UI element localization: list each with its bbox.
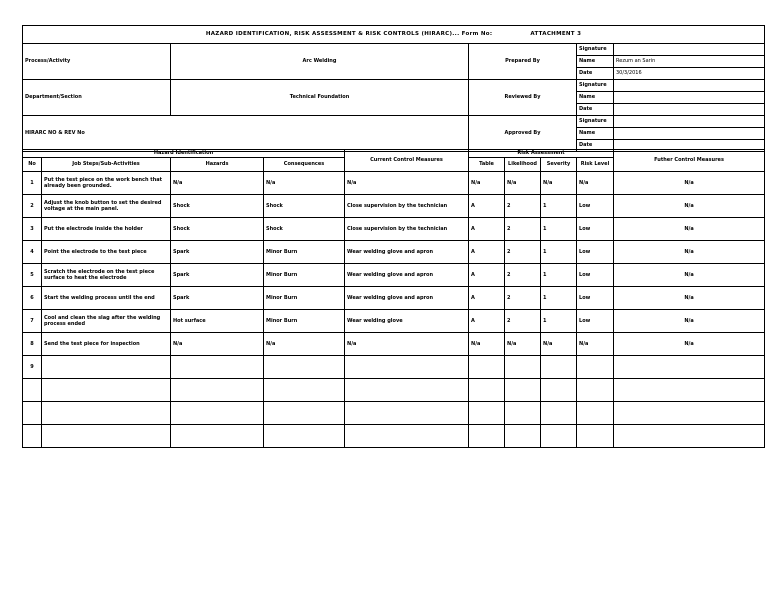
severity <box>541 425 577 448</box>
consequence: N/a <box>264 172 345 195</box>
likelihood: 2 <box>505 218 541 241</box>
group-risk-assessment: Risk Assessment <box>469 150 614 158</box>
table-row <box>23 402 765 425</box>
row-number: 5 <box>23 264 42 287</box>
consequence: N/a <box>264 333 345 356</box>
further-control: N/a <box>614 172 765 195</box>
prepared-by-label: Prepared By <box>469 44 577 80</box>
table-value: A <box>469 310 505 333</box>
control-measure: Wear welding glove <box>345 310 469 333</box>
risk-level: Low <box>577 195 614 218</box>
severity: 1 <box>541 195 577 218</box>
severity: 1 <box>541 241 577 264</box>
consequence: Shock <box>264 195 345 218</box>
department-value: Technical Foundation <box>171 80 469 116</box>
table-value <box>469 425 505 448</box>
severity <box>541 402 577 425</box>
col-consequences: Consequences <box>264 158 345 172</box>
reviewed-signature <box>614 80 765 92</box>
risk-level: Low <box>577 218 614 241</box>
likelihood: N/a <box>505 333 541 356</box>
approved-name <box>614 128 765 140</box>
severity: 1 <box>541 310 577 333</box>
further-control: N/a <box>614 195 765 218</box>
prepared-signature <box>614 44 765 56</box>
control-measure <box>345 425 469 448</box>
consequence <box>264 425 345 448</box>
table-row <box>23 310 765 333</box>
table-row <box>23 195 765 218</box>
col-job-steps: Job Steps/Sub-Activities <box>42 158 171 172</box>
severity: 1 <box>541 264 577 287</box>
row-number <box>23 425 42 448</box>
table-row <box>23 241 765 264</box>
consequence <box>264 356 345 379</box>
job-step: Put the electrode inside the holder <box>42 218 171 241</box>
col-current-controls: Current Control Measures <box>345 150 469 172</box>
likelihood <box>505 356 541 379</box>
risk-level: Low <box>577 287 614 310</box>
col-hazards: Hazards <box>171 158 264 172</box>
control-measure: Close supervision by the technician <box>345 195 469 218</box>
row-number: 7 <box>23 310 42 333</box>
control-measure <box>345 402 469 425</box>
job-step: Send the test piece for inspection <box>42 333 171 356</box>
prepared-name: Rezum an Sarin <box>614 56 765 68</box>
control-measure: Wear welding glove and apron <box>345 287 469 310</box>
row-number: 8 <box>23 333 42 356</box>
risk-table <box>22 149 765 448</box>
control-measure: Wear welding glove and apron <box>345 264 469 287</box>
date-label: Date <box>577 140 614 152</box>
prepared-date: 30/3/2016 <box>614 68 765 80</box>
hazard: Shock <box>171 195 264 218</box>
control-measure: N/a <box>345 333 469 356</box>
row-number: 2 <box>23 195 42 218</box>
table-value: A <box>469 218 505 241</box>
table-row <box>23 356 765 379</box>
likelihood: 2 <box>505 287 541 310</box>
date-label: Date <box>577 104 614 116</box>
control-measure: Wear welding glove and apron <box>345 241 469 264</box>
further-control: N/a <box>614 287 765 310</box>
table-value <box>469 356 505 379</box>
table-row <box>23 333 765 356</box>
likelihood: 2 <box>505 264 541 287</box>
consequence <box>264 379 345 402</box>
consequence: Minor Burn <box>264 310 345 333</box>
risk-level: Low <box>577 264 614 287</box>
further-control <box>614 356 765 379</box>
table-value: A <box>469 264 505 287</box>
table-row <box>23 218 765 241</box>
control-measure: Close supervision by the technician <box>345 218 469 241</box>
likelihood <box>505 425 541 448</box>
job-step <box>42 379 171 402</box>
hazard: Spark <box>171 241 264 264</box>
control-measure <box>345 356 469 379</box>
consequence: Minor Burn <box>264 264 345 287</box>
further-control: N/a <box>614 310 765 333</box>
job-step: Put the test piece on the work bench that already been grounded. <box>42 172 171 195</box>
table-value: N/a <box>469 333 505 356</box>
severity: 1 <box>541 287 577 310</box>
hazard: Spark <box>171 287 264 310</box>
severity <box>541 379 577 402</box>
signature-label: Signature <box>577 44 614 56</box>
consequence <box>264 402 345 425</box>
table-value <box>469 379 505 402</box>
col-table: Table <box>469 158 505 172</box>
hirarc-label: HIRARC NO & REV No <box>23 116 469 152</box>
likelihood <box>505 379 541 402</box>
process-label: Process/Activity <box>23 44 171 80</box>
likelihood <box>505 402 541 425</box>
name-label: Name <box>577 92 614 104</box>
severity <box>541 356 577 379</box>
table-row <box>23 425 765 448</box>
row-number <box>23 379 42 402</box>
hazard <box>171 425 264 448</box>
form-title-main: HAZARD IDENTIFICATION, RISK ASSESSMENT & RISK CONTROLS (HIRARC)... Form No: <box>205 31 493 38</box>
consequence: Minor Burn <box>264 287 345 310</box>
hazard: Shock <box>171 218 264 241</box>
row-number: 9 <box>23 356 42 379</box>
signature-label: Signature <box>577 80 614 92</box>
hazard <box>171 379 264 402</box>
table-value: A <box>469 195 505 218</box>
further-control: N/a <box>614 241 765 264</box>
signature-label: Signature <box>577 116 614 128</box>
table-row <box>23 172 765 195</box>
table-value: A <box>469 287 505 310</box>
control-measure <box>345 379 469 402</box>
further-control <box>614 379 765 402</box>
likelihood: 2 <box>505 241 541 264</box>
severity: 1 <box>541 218 577 241</box>
attachment-label: ATTACHMENT 3 <box>530 31 582 38</box>
row-number: 3 <box>23 218 42 241</box>
risk-level: Low <box>577 241 614 264</box>
job-step: Point the electrode to the test piece <box>42 241 171 264</box>
severity: N/a <box>541 333 577 356</box>
risk-level: N/a <box>577 333 614 356</box>
likelihood: 2 <box>505 195 541 218</box>
approved-by-label: Approved By <box>469 116 577 152</box>
likelihood: N/a <box>505 172 541 195</box>
job-step: Scratch the electrode on the test piece surface to heat the electrode <box>42 264 171 287</box>
likelihood: 2 <box>505 310 541 333</box>
consequence: Minor Burn <box>264 241 345 264</box>
table-value: N/a <box>469 172 505 195</box>
consequence: Shock <box>264 218 345 241</box>
process-value: Arc Welding <box>171 44 469 80</box>
job-step <box>42 425 171 448</box>
date-label: Date <box>577 68 614 80</box>
col-no: No <box>23 158 42 172</box>
control-measure: N/a <box>345 172 469 195</box>
table-value: A <box>469 241 505 264</box>
risk-level <box>577 425 614 448</box>
hazard: Hot surface <box>171 310 264 333</box>
form-title <box>23 26 765 44</box>
hazard <box>171 402 264 425</box>
row-number: 4 <box>23 241 42 264</box>
further-control: N/a <box>614 218 765 241</box>
group-hazard-identification: Hazard Identification <box>23 150 345 158</box>
further-control <box>614 402 765 425</box>
further-control: N/a <box>614 264 765 287</box>
row-number <box>23 402 42 425</box>
name-label: Name <box>577 56 614 68</box>
hazard: N/a <box>171 172 264 195</box>
job-step: Start the welding process until the end <box>42 287 171 310</box>
hazard <box>171 356 264 379</box>
hazard: N/a <box>171 333 264 356</box>
row-number: 6 <box>23 287 42 310</box>
reviewed-name <box>614 92 765 104</box>
further-control: N/a <box>614 333 765 356</box>
severity: N/a <box>541 172 577 195</box>
name-label: Name <box>577 128 614 140</box>
job-step: Cool and clean the slag after the welding process ended <box>42 310 171 333</box>
risk-level: Low <box>577 310 614 333</box>
col-risk-level: Risk Level <box>577 158 614 172</box>
risk-level <box>577 356 614 379</box>
table-row <box>23 287 765 310</box>
col-severity: Severity <box>541 158 577 172</box>
department-label: Department/Section <box>23 80 171 116</box>
job-step: Adjust the knob button to set the desired voltage at the main panel. <box>42 195 171 218</box>
hazard: Spark <box>171 264 264 287</box>
further-control <box>614 425 765 448</box>
job-step <box>42 402 171 425</box>
col-likelihood: Likelihood <box>505 158 541 172</box>
reviewed-date <box>614 104 765 116</box>
table-value <box>469 402 505 425</box>
form-header <box>22 25 765 152</box>
table-row <box>23 379 765 402</box>
row-number: 1 <box>23 172 42 195</box>
risk-level: N/a <box>577 172 614 195</box>
col-further-controls: Futher Control Measures <box>614 150 765 172</box>
job-step <box>42 356 171 379</box>
reviewed-by-label: Reviewed By <box>469 80 577 116</box>
approved-signature <box>614 116 765 128</box>
risk-level <box>577 379 614 402</box>
risk-level <box>577 402 614 425</box>
table-row <box>23 264 765 287</box>
